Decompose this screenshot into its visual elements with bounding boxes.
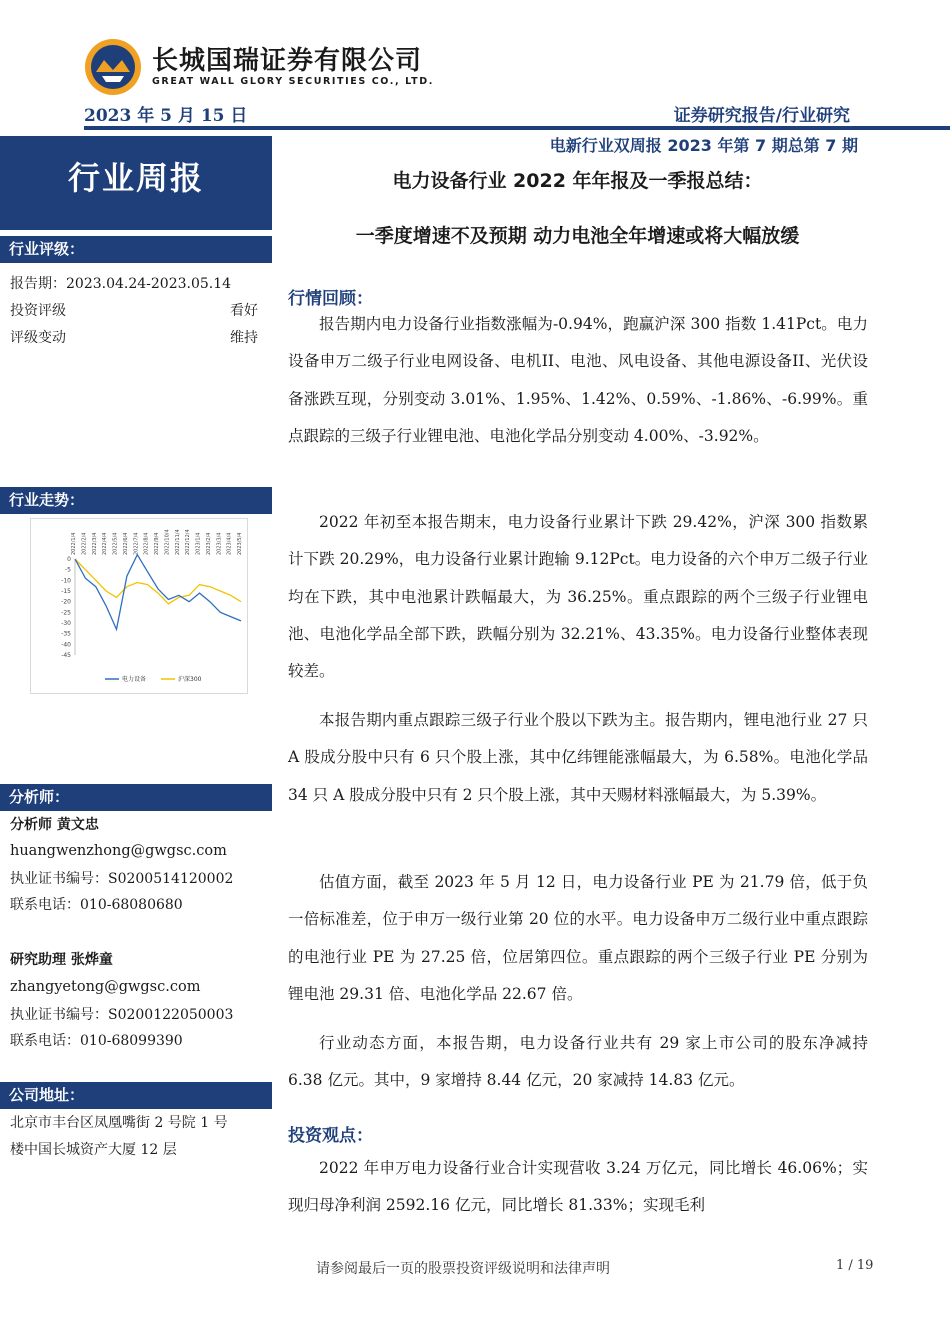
paragraph-3: 本报告期内重点跟踪三级子行业个股以下跌为主。报告期内，锂电池行业 27 只 A 股成分股中只有 6 只个股上涨，其中亿纬锂能涨幅最大，为 6.58%。电池化学品 34 只 A 股成分股中只有 2 只个股上涨，其中天赐材料涨幅最大，为 5.39%。 — [288, 711, 868, 804]
company-name-cn: 长城国瑞证券有限公司 — [152, 46, 423, 76]
report-title-line-2: 一季度增速不及预期 动力电池全年增速或将大幅放缓 — [355, 225, 800, 247]
x-tick-label: 2023/4/4 — [226, 532, 233, 555]
trend-chart-svg — [31, 519, 247, 693]
x-tick-label: 2023/1/4 — [195, 532, 202, 555]
address-line-2: 楼中国长城资产大厦 12 层 — [10, 1142, 177, 1158]
x-tick-label: 2023/5/4 — [237, 532, 243, 555]
series-line — [75, 559, 241, 604]
y-tick-label: -45 — [61, 652, 71, 659]
trend-header: 行业走势： — [0, 487, 272, 514]
paragraph-4: 估值方面，截至 2023 年 5 月 12 日，电力设备行业 PE 为 21.79 倍，低于负一倍标准差，位于申万一级行业第 20 位的水平。电力设备申万二级行业中重点跟踪的电池行业 PE 为 27.25 倍，位居第四位。重点跟踪的两个三级子行业 PE 分别为锂电池 29.31 倍、电池化学品 22.67 倍。 — [288, 873, 868, 1003]
x-tick-label: 2022/7/4 — [133, 532, 140, 555]
paragraph-2: 2022 年初至本报告期末，电力设备行业累计下跌 29.42%，沪深 300 指数累计下跌 20.29%，电力设备行业累计跑输 9.12Pct。电力设备的六个申万二级子行业均在下跌，其中电池累计跌幅最大，为 36.25%。重点跟踪的两个三级子行业锂电池、电池化学品全部下跌，跌幅分别为 32.21%、43.35%。电力设备行业整体表现较差。 — [288, 513, 868, 681]
report-title-line-1: 电力设备行业 2022 年年报及一季报总结： — [392, 170, 763, 192]
y-tick-label: -25 — [61, 609, 71, 617]
y-tick-label: -40 — [61, 641, 71, 649]
y-tick-label: -35 — [61, 630, 71, 638]
x-tick-label: 2022/5/4 — [112, 532, 119, 555]
x-tick-label: 2023/2/4 — [205, 532, 212, 555]
x-tick-label: 2022/9/4 — [154, 532, 160, 555]
rating-change-label: 评级变动 — [10, 330, 66, 346]
rating-change-value: 维持 — [230, 330, 258, 346]
paragraph-1: 报告期内电力设备行业指数涨幅为-0.94%，跑赢沪深 300 指数 1.41Pct。电力设备申万二级子行业电网设备、电机II、电池、风电设备、其他电源设备II、光伏设备涨跌互现，分别变动 3.01%、1.95%、1.42%、0.59%、-1.86%、-6.99%。重点跟踪的三级子行业锂电池、电池化学品分别变动 4.00%、-3.92%。 — [288, 315, 868, 445]
address-line-1: 北京市丰台区凤凰嘴街 2 号院 1 号 — [10, 1115, 228, 1131]
y-tick-label: -30 — [61, 620, 71, 627]
y-tick-label: -15 — [61, 588, 71, 595]
analyst-header: 分析师： — [0, 784, 272, 811]
investment-rating-label: 投资评级 — [10, 303, 66, 319]
y-tick-label: 0 — [67, 556, 71, 563]
y-tick-label: -5 — [65, 566, 71, 574]
assistant-email: zhangyetong@gwgsc.com — [10, 979, 201, 995]
report-date: 2023 年 5 月 15 日 — [84, 106, 248, 126]
company-name-en: GREAT WALL GLORY SECURITIES CO., LTD. — [152, 76, 434, 87]
y-tick-label: -10 — [61, 577, 71, 585]
x-tick-label: 2022/11/4 — [174, 529, 181, 555]
x-tick-label: 2022/10/4 — [164, 529, 171, 555]
assistant-phone: 联系电话：010-68099390 — [10, 1033, 183, 1049]
x-tick-label: 2022/1/4 — [71, 532, 77, 555]
x-tick-label: 2022/6/4 — [122, 532, 129, 555]
x-tick-label: 2022/2/4 — [81, 532, 88, 555]
legend-label: 电力设备 — [122, 676, 147, 683]
page-number: 1 / 19 — [836, 1258, 874, 1273]
report-series: 电新行业双周报 2023 年第 7 期总第 7 期 — [549, 136, 858, 155]
analyst-phone: 联系电话：010-68080680 — [10, 897, 183, 913]
address-header: 公司地址： — [0, 1082, 272, 1109]
section-market-review: 行情回顾： — [288, 289, 373, 309]
weekly-title: 行业周报 — [67, 159, 204, 197]
legend-label: 沪深300 — [178, 676, 202, 683]
x-tick-label: 2023/3/4 — [216, 532, 223, 555]
investment-rating-value: 看好 — [230, 303, 258, 319]
x-tick-label: 2022/12/4 — [185, 529, 192, 555]
report-period: 报告期：2023.04.24-2023.05.14 — [10, 276, 232, 292]
section-investment-view: 投资观点： — [288, 1126, 373, 1146]
x-tick-label: 2022/3/4 — [91, 532, 98, 555]
assistant-cert: 执业证书编号：S0200122050003 — [10, 1007, 234, 1023]
analyst-name: 分析师 黄文忠 — [10, 817, 99, 833]
y-tick-label: -20 — [61, 598, 71, 606]
x-tick-label: 2022/4/4 — [102, 532, 109, 555]
x-tick-label: 2022/8/4 — [143, 532, 150, 555]
analyst-cert: 执业证书编号：S0200514120002 — [10, 871, 234, 887]
company-logo-icon — [84, 38, 142, 96]
report-type: 证券研究报告/行业研究 — [673, 106, 850, 126]
paragraph-5: 行业动态方面，本报告期，电力设备行业共有 29 家上市公司的股东净减持 6.38 亿元。其中，9 家增持 8.44 亿元，20 家减持 14.83 亿元。 — [288, 1034, 868, 1090]
analyst-email: huangwenzhong@gwgsc.com — [10, 843, 227, 859]
series-line — [75, 555, 241, 630]
industry-trend-chart — [30, 518, 248, 694]
paragraph-6: 2022 年申万电力设备行业合计实现营收 3.24 万亿元，同比增长 46.06%；实现归母净利润 2592.16 亿元，同比增长 81.33%；实现毛利 — [288, 1159, 868, 1215]
header-rule — [84, 126, 950, 130]
footer-disclaimer: 请参阅最后一页的股票投资评级说明和法律声明 — [316, 1261, 610, 1277]
rating-header: 行业评级： — [0, 236, 272, 263]
assistant-name: 研究助理 张烨童 — [10, 952, 113, 968]
